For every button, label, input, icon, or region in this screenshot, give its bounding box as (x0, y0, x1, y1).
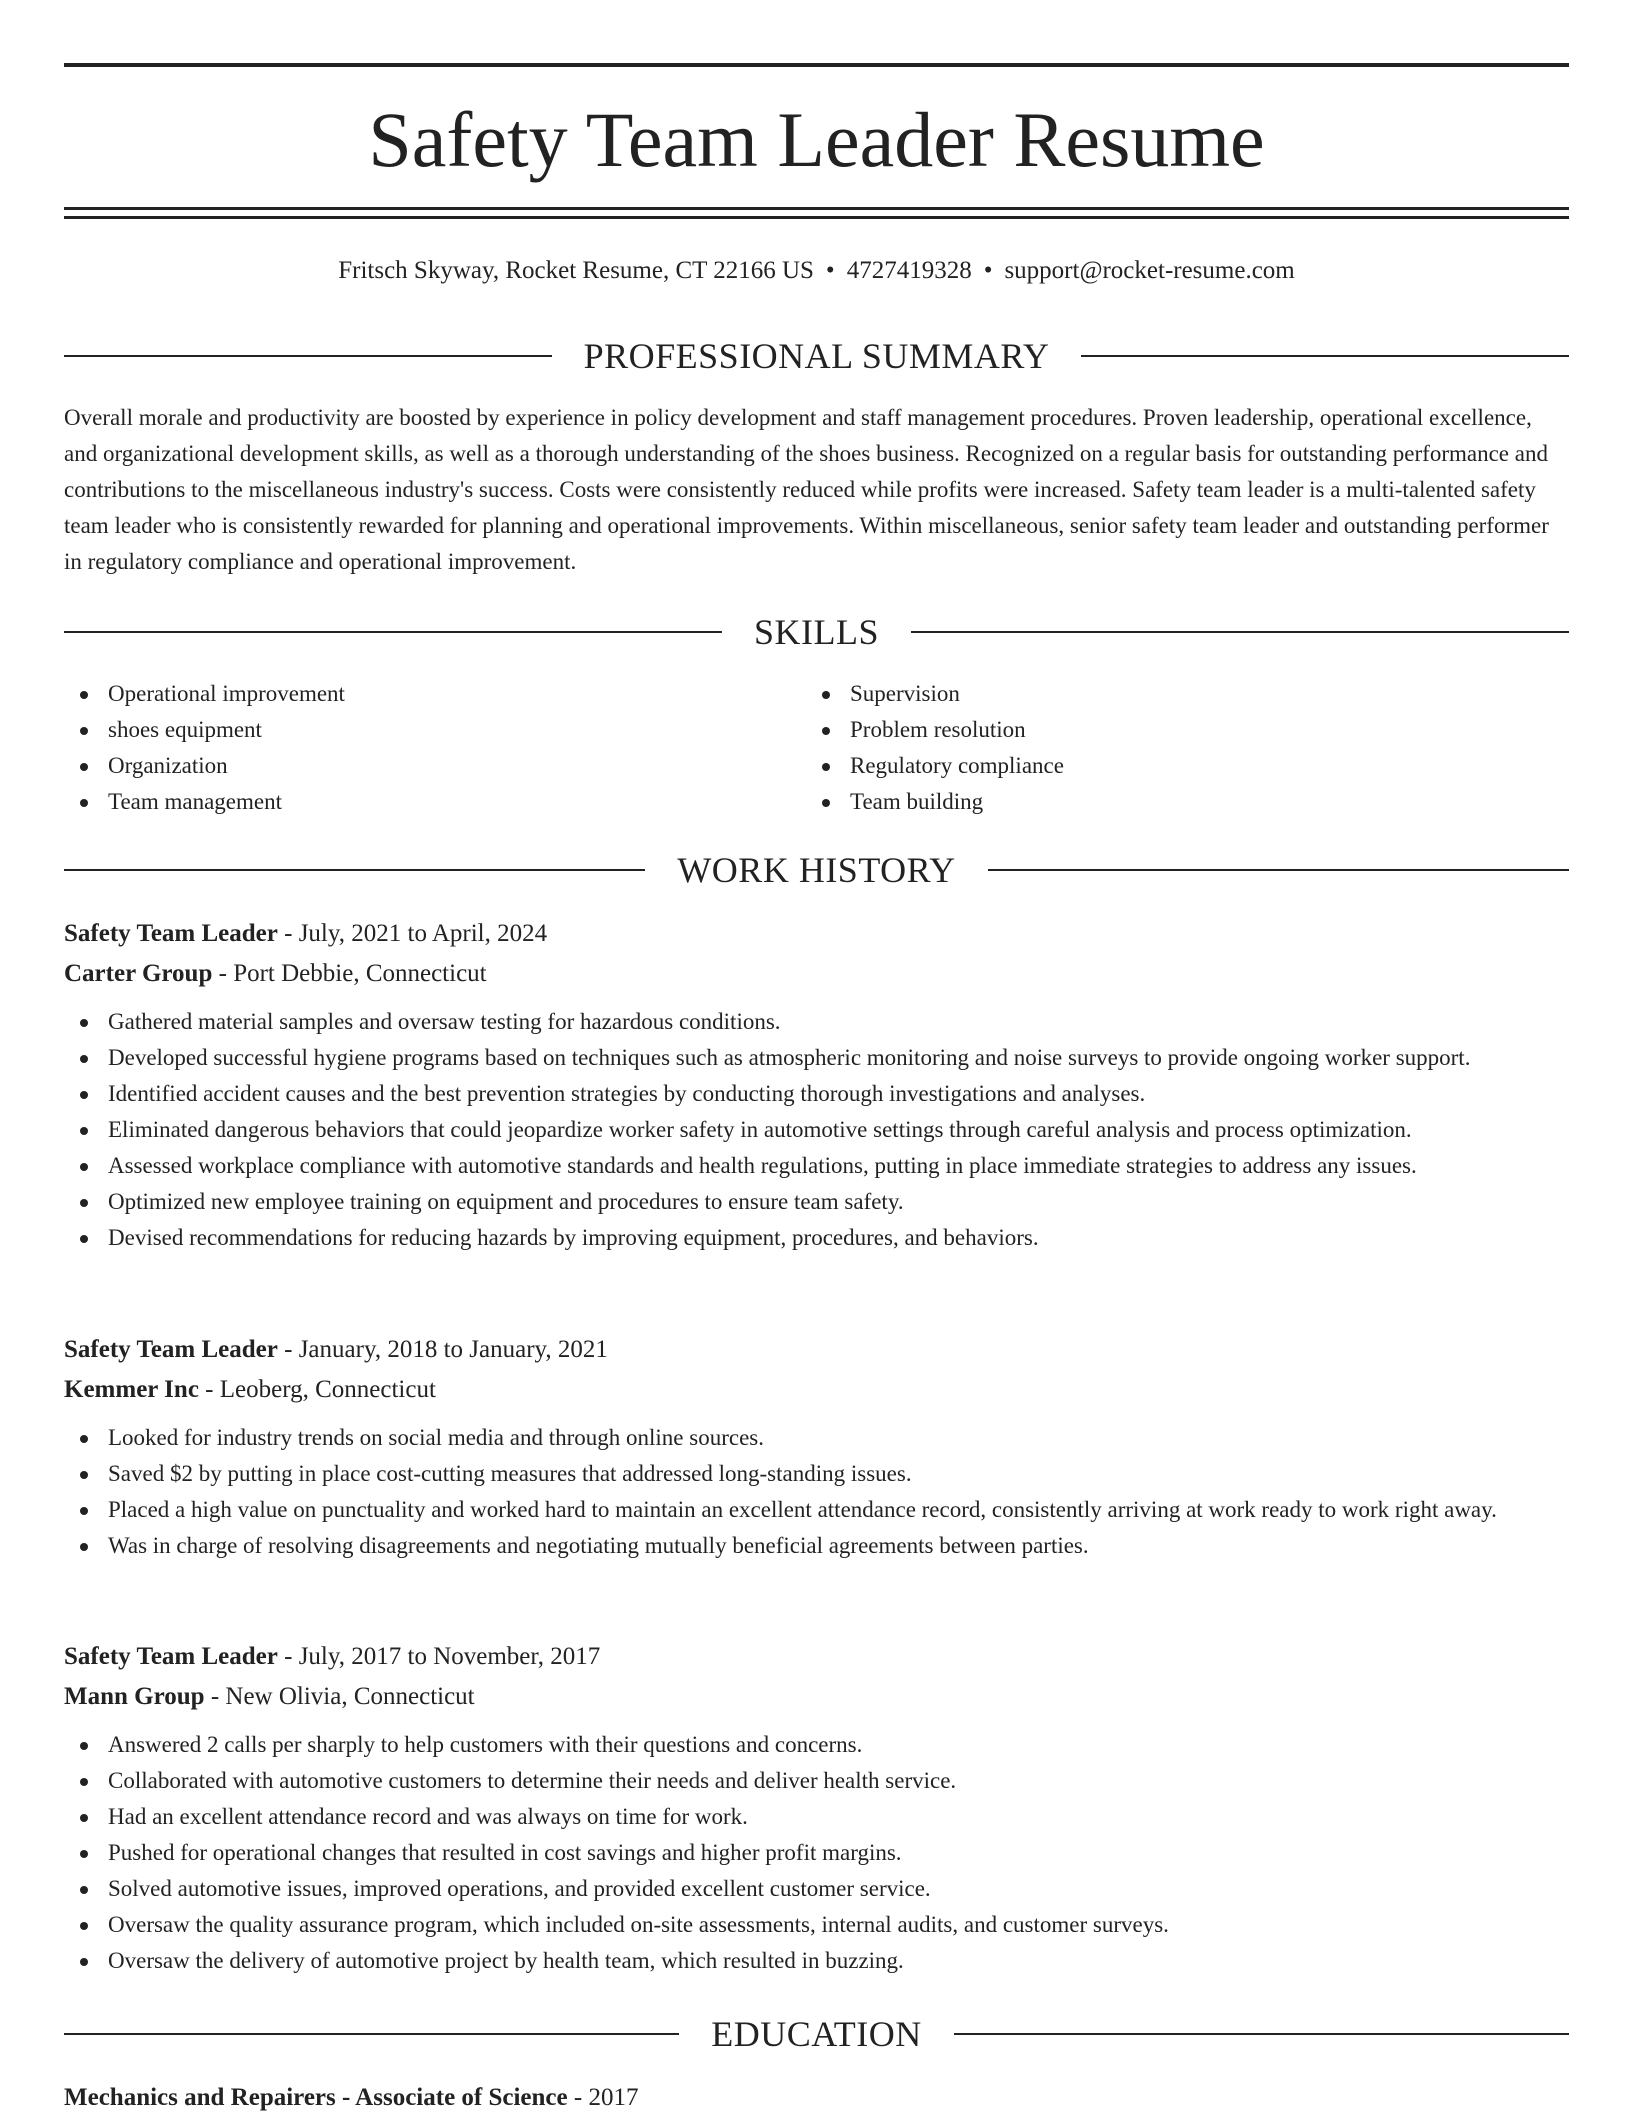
job-location: - New Olivia, Connecticut (204, 1683, 475, 1710)
education-entry (64, 2080, 1569, 2112)
job-bullet: Eliminated dangerous behaviors that could jeopardize worker safety in automotive settings through careful analysis and process optimization. (64, 1112, 1569, 1148)
job-bullet: Looked for industry trends on social media and through online sources. (64, 1420, 1569, 1456)
skill-item: Team building (806, 784, 1506, 820)
job-title-line (64, 1330, 1569, 1370)
job-bullet: Collaborated with automotive customers to determine their needs and deliver health service. (64, 1763, 1569, 1799)
skill-item: Regulatory compliance (806, 748, 1506, 784)
job-entry (64, 914, 1569, 1256)
section-title-skills: SKILLS (754, 612, 880, 652)
heading-rule (911, 631, 1569, 633)
job-company-line (64, 1370, 1569, 1410)
job-title: Safety Team Leader (64, 1336, 278, 1363)
job-company: Carter Group (64, 960, 213, 987)
skill-item: Team management (64, 784, 764, 820)
job-bullet: Devised recommendations for reducing hazards by improving equipment, procedures, and behaviors. (64, 1220, 1569, 1256)
header-bottom-rule-2 (64, 216, 1569, 219)
job-dates: - July, 2017 to November, 2017 (277, 1643, 601, 1670)
job-bullet: Assessed workplace compliance with automotive standards and health regulations, putting in place immediate strategies to address any issues. (64, 1148, 1569, 1184)
job-dates: - July, 2021 to April, 2024 (277, 920, 548, 947)
heading-rule (954, 2033, 1569, 2035)
skill-item: Supervision (806, 676, 1506, 712)
job-bullet: Gathered material samples and oversaw testing for hazardous conditions. (64, 1004, 1569, 1040)
contact-line (64, 254, 1569, 288)
job-company-line (64, 954, 1569, 994)
job-bullet: Optimized new employee training on equipment and procedures to ensure team safety. (64, 1184, 1569, 1220)
section-heading-summary (64, 334, 1569, 378)
section-title-work: WORK HISTORY (677, 850, 956, 890)
section-title-education: EDUCATION (711, 2014, 922, 2054)
heading-rule (1081, 355, 1569, 357)
heading-rule (64, 2033, 679, 2035)
job-bullet: Had an excellent attendance record and was always on time for work. (64, 1799, 1569, 1835)
education-degree: Mechanics and Repairers - Associate of Science (64, 2084, 568, 2111)
job-bullets (64, 1004, 1569, 1256)
skills-column-left (64, 676, 764, 820)
job-bullet: Answered 2 calls per sharply to help customers with their questions and concerns. (64, 1727, 1569, 1763)
contact-separator: • (983, 257, 993, 284)
job-entry (64, 1637, 1569, 1979)
job-bullet: Developed successful hygiene programs based on techniques such as atmospheric monitoring and noise surveys to provide ongoing worker support. (64, 1040, 1569, 1076)
section-heading-work (64, 848, 1569, 892)
job-bullet: Oversaw the delivery of automotive project by health team, which resulted in buzzing. (64, 1943, 1569, 1979)
header-bottom-rule-1 (64, 207, 1569, 210)
skills-column-right (806, 676, 1506, 820)
section-heading-skills (64, 610, 1569, 654)
heading-rule (64, 631, 722, 633)
job-location: - Port Debbie, Connecticut (212, 960, 487, 987)
section-heading-education (64, 2012, 1569, 2056)
contact-separator: • (825, 257, 835, 284)
header-top-rule (64, 63, 1569, 67)
job-title: Safety Team Leader (64, 920, 278, 947)
contact-address: Fritsch Skyway, Rocket Resume, CT 22166 US (338, 257, 814, 284)
job-bullet: Pushed for operational changes that resulted in cost savings and higher profit margins. (64, 1835, 1569, 1871)
job-bullet: Placed a high value on punctuality and worked hard to maintain an excellent attendance record, consistently arriving at work ready to work right away. (64, 1492, 1569, 1528)
job-location: - Leoberg, Connecticut (198, 1376, 436, 1403)
section-title-summary: PROFESSIONAL SUMMARY (583, 336, 1050, 376)
job-bullet: Solved automotive issues, improved operations, and provided excellent customer service. (64, 1871, 1569, 1907)
job-bullet: Oversaw the quality assurance program, which included on-site assessments, internal audits, and customer surveys. (64, 1907, 1569, 1943)
skill-item: shoes equipment (64, 712, 764, 748)
job-company: Mann Group (64, 1683, 205, 1710)
job-company-line (64, 1677, 1569, 1717)
skill-item: Operational improvement (64, 676, 764, 712)
job-bullet: Was in charge of resolving disagreements and negotiating mutually beneficial agreements between parties. (64, 1528, 1569, 1564)
heading-rule (64, 869, 645, 871)
job-title: Safety Team Leader (64, 1643, 278, 1670)
skill-item: Problem resolution (806, 712, 1506, 748)
education-year: - 2017 (567, 2084, 639, 2111)
job-title-line (64, 914, 1569, 954)
page-title: Safety Team Leader Resume (368, 96, 1265, 183)
skill-item: Organization (64, 748, 764, 784)
job-dates: - January, 2018 to January, 2021 (277, 1336, 608, 1363)
contact-email[interactable]: support@rocket-resume.com (1004, 257, 1295, 284)
job-bullet: Identified accident causes and the best prevention strategies by conducting thorough investigations and analyses. (64, 1076, 1569, 1112)
job-entry (64, 1330, 1569, 1564)
job-bullets (64, 1727, 1569, 1979)
summary-text: Overall morale and productivity are boosted by experience in policy development and staff management procedures. Proven leadership, operational excellence, and organizational development skills, as well as a thorough understanding of the shoes business. Recognized on a regular basis for outstanding performance and contributions to the miscellaneous industry's success. Costs were consistently reduced while profits were increased. Safety team leader is a multi-talented safety team leader who is consistently rewarded for planning and operational improvements. Within miscellaneous, senior safety team leader and outstanding performer in regulatory compliance and operational improvement. (64, 405, 1549, 574)
job-title-line (64, 1637, 1569, 1677)
heading-rule (988, 869, 1569, 871)
contact-phone: 4727419328 (846, 257, 972, 284)
job-bullets (64, 1420, 1569, 1564)
job-bullet: Saved $2 by putting in place cost-cutting measures that addressed long-standing issues. (64, 1456, 1569, 1492)
job-company: Kemmer Inc (64, 1376, 199, 1403)
heading-rule (64, 355, 552, 357)
